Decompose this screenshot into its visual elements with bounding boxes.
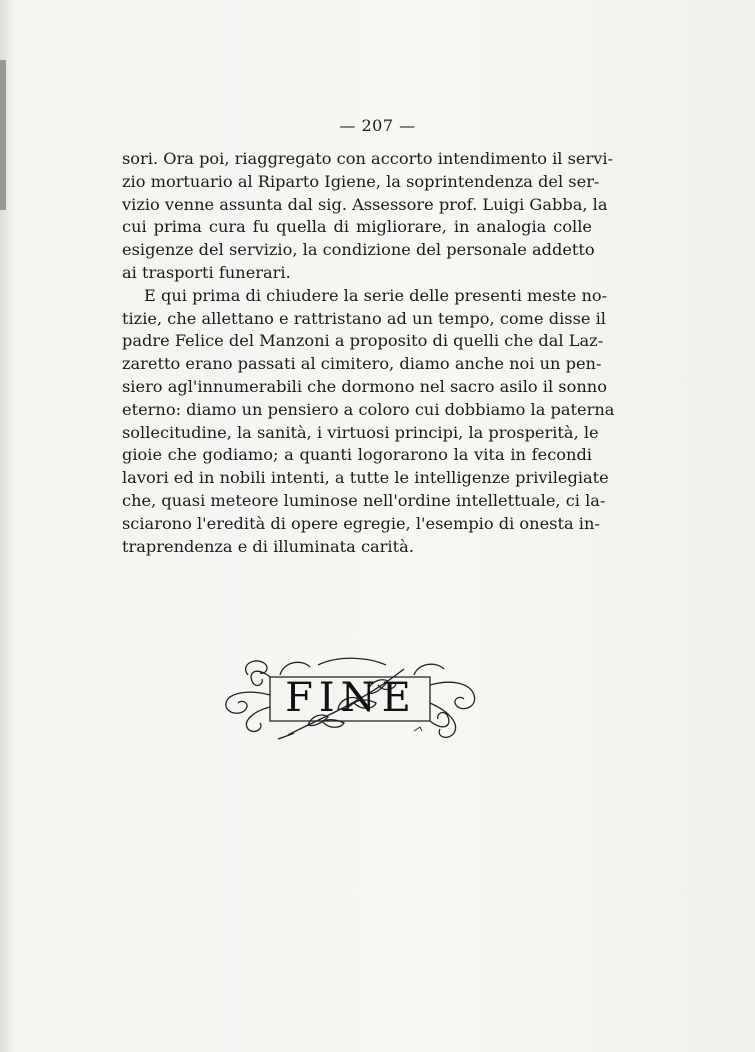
paragraph-2 [122,285,615,559]
text-line: esigenze del servizio, la condizione del personale addetto [122,240,595,260]
text-line: sciarono l'eredità di opere egregie, l'esempio di onesta in- [122,513,600,533]
text-line: tizie, che allettano e rattristano ad un tempo, come disse il [122,308,606,328]
text-line: zio mortuario al Riparto Igiene, la soprintendenza del ser- [122,171,600,191]
text-line: ai trasporti funerari. [122,262,291,282]
text-line: gioie che godiamo; a quanti logorarono la vita in fecondi [122,445,592,465]
text-line: vizio venne assunta dal sig. Assessore prof. Luigi Gabba, la [122,194,608,214]
text-line: sori. Ora poi, riaggregato con accorto intendimento il servi- [122,149,614,168]
body-text [122,148,615,558]
text-line: zaretto erano passati al cimitero, diamo anche noi un pen- [122,354,602,374]
text-line: che, quasi meteore luminose nell'ordine intellettuale, ci la- [122,490,606,510]
text-line: siero agl'innumerabili che dormono nel sacro asilo il sonno [122,376,607,396]
paragraph-1 [122,148,614,285]
fine-ornament [218,655,480,745]
text-line: E qui prima di chiudere la serie delle presenti meste no- [144,285,608,305]
text-line: cui prima cura fu quella di migliorare, in analogia colle [122,217,592,237]
page-number: — 207 — [339,116,416,135]
text-line: eterno: diamo un pensiero a coloro cui dobbiamo la paterna [122,399,615,419]
fine-word: FINE [285,675,417,721]
text-line: traprendenza e di illuminata carità. [122,536,414,556]
text-line: lavori ed in nobili intenti, a tutte le intelligenze privilegiate [122,468,609,488]
text-line: padre Felice del Manzoni a proposito di quelli che dal Laz- [122,331,604,351]
text-line: sollecitudine, la sanità, i virtuosi principi, la prosperità, le [122,422,599,442]
